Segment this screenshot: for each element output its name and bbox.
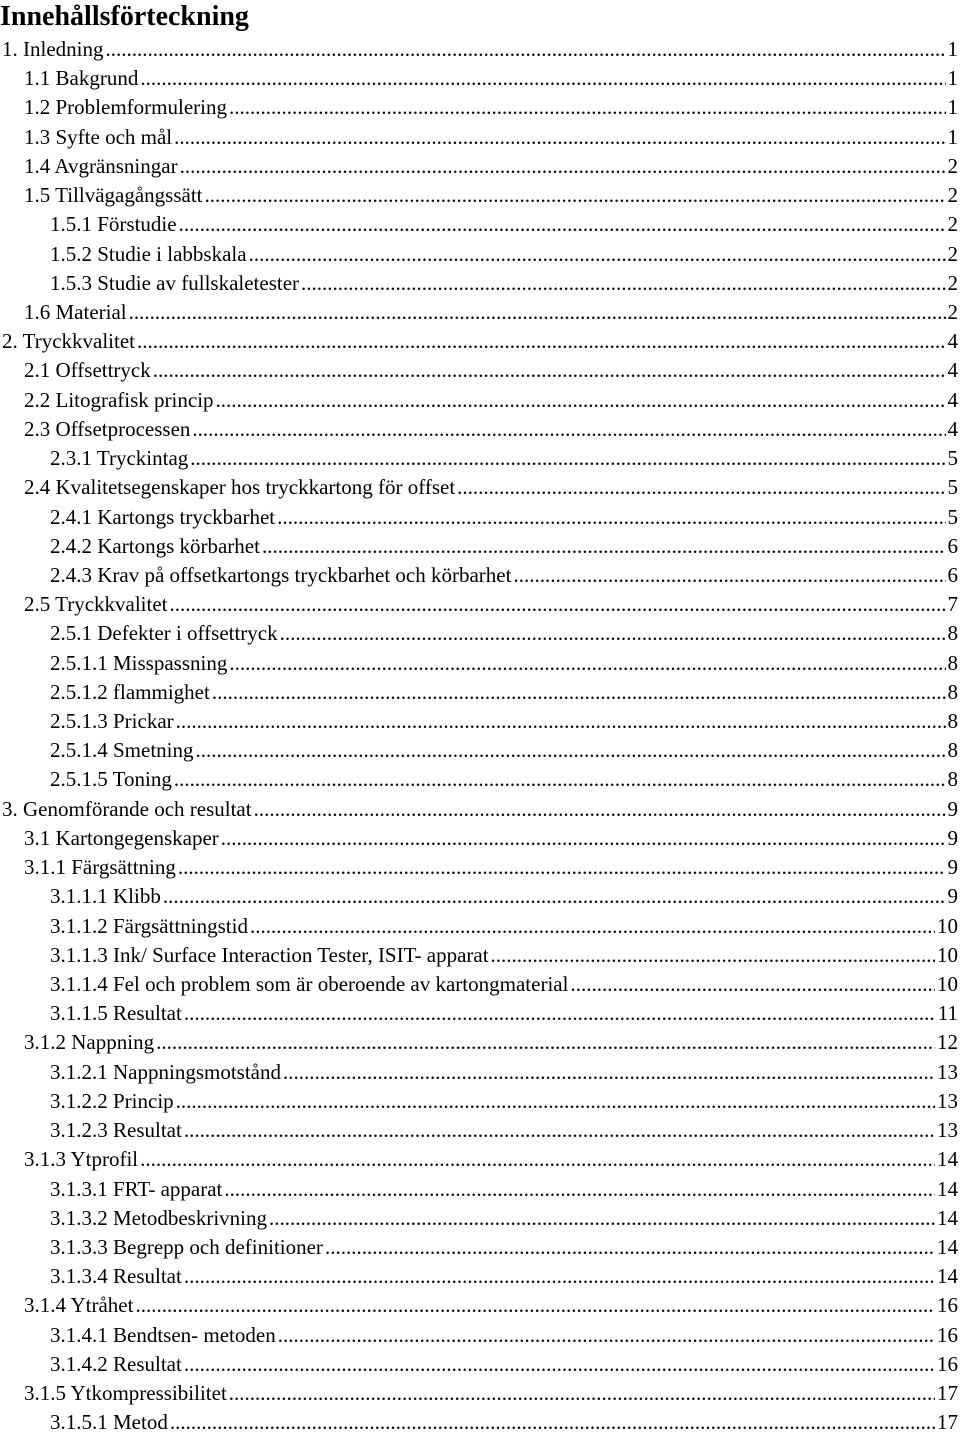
dot-leader [170, 590, 946, 619]
dot-leader [184, 1262, 935, 1291]
toc-entry[interactable] [0, 473, 960, 502]
toc-entry-page-number: 8 [947, 679, 958, 704]
toc-entry[interactable] [0, 736, 960, 765]
dot-leader [205, 181, 946, 210]
dot-leader [229, 649, 945, 678]
toc-entry[interactable] [0, 93, 960, 122]
dot-leader [277, 503, 945, 532]
dot-leader [184, 999, 936, 1028]
toc-entry[interactable] [0, 1262, 960, 1291]
dot-leader [192, 415, 945, 444]
toc-entry-page-number: 12 [937, 1030, 958, 1055]
toc-entry-page-number: 9 [947, 796, 958, 821]
toc-entry[interactable] [0, 298, 960, 327]
toc-entry[interactable] [0, 1291, 960, 1320]
toc-entry[interactable] [0, 795, 960, 824]
toc-entry-label: 3.1.4.2 Resultat [50, 1351, 182, 1376]
toc-entry-label: 2.3 Offsetprocessen [24, 416, 191, 441]
dot-leader [513, 561, 945, 590]
toc-entry-page-number: 2 [947, 270, 958, 295]
dot-leader [229, 93, 946, 122]
toc-entry[interactable] [0, 35, 960, 64]
page-title: Innehållsförteckning [0, 1, 249, 32]
toc-entry[interactable] [0, 123, 960, 152]
toc-entry-page-number: 14 [937, 1147, 958, 1172]
toc-entry-page-number: 2 [947, 241, 958, 266]
toc-entry-page-number: 13 [937, 1088, 958, 1113]
toc-entry-label: 3.1.1.2 Färgsättningstid [50, 913, 248, 938]
toc-entry-label: 1.6 Material [24, 299, 127, 324]
dot-leader [174, 765, 946, 794]
toc-entry-page-number: 5 [947, 475, 958, 500]
toc-entry[interactable] [0, 210, 960, 239]
toc-entry-page-number: 13 [937, 1059, 958, 1084]
toc-entry-page-number: 8 [947, 650, 958, 675]
dot-leader [184, 1350, 935, 1379]
toc-entry-label: 3. Genomförande och resultat [2, 796, 252, 821]
toc-entry-label: 2.4.1 Kartongs tryckbarhet [50, 504, 276, 529]
dot-leader [457, 473, 945, 502]
toc-entry[interactable] [0, 386, 960, 415]
toc-entry[interactable] [0, 561, 960, 590]
toc-entry-label: 2.1 Offsettryck [24, 358, 151, 383]
toc-entry-page-number: 14 [937, 1234, 958, 1259]
toc-entry-label: 3.1 Kartongegenskaper [24, 825, 219, 850]
toc-entry[interactable] [0, 707, 960, 736]
toc-entry[interactable] [0, 941, 960, 970]
toc-entry[interactable] [0, 64, 960, 93]
toc-entry-label: 1.3 Syfte och mål [24, 124, 173, 149]
dot-leader [156, 1028, 935, 1057]
toc-entry-label: 3.1.5.1 Metod [50, 1410, 168, 1435]
dot-leader [137, 327, 945, 356]
toc-entry[interactable] [0, 532, 960, 561]
toc-entry-page-number: 17 [937, 1410, 958, 1435]
dot-leader [153, 356, 946, 385]
toc-entry[interactable] [0, 765, 960, 794]
toc-entry-label: 1. Inledning [2, 37, 104, 61]
toc-entry[interactable] [0, 619, 960, 648]
toc-entry-label: 1.5.2 Studie i labbskala [50, 241, 247, 266]
dot-leader [135, 1291, 935, 1320]
toc-entry-page-number: 6 [947, 533, 958, 558]
toc-entry[interactable] [0, 356, 960, 385]
toc-entry[interactable] [0, 1233, 960, 1262]
toc-entry-page-number: 11 [937, 1001, 958, 1026]
toc-entry-label: 3.1.3.4 Resultat [50, 1264, 182, 1289]
toc-entry-page-number: 16 [937, 1351, 958, 1376]
toc-entry-label: 3.1.1.1 Klibb [50, 884, 161, 909]
toc-entry-page-number: 9 [947, 825, 958, 850]
dot-leader [216, 386, 946, 415]
toc-entry[interactable] [0, 1350, 960, 1379]
dot-leader [190, 444, 945, 473]
toc-entry-label: 2.4.3 Krav på offsetkartongs tryckbarhet och körbarhet [50, 562, 512, 587]
dot-leader [176, 1087, 935, 1116]
toc-entry-label: 2.5 Tryckkvalitet [24, 592, 168, 617]
toc-entry[interactable] [0, 882, 960, 911]
toc-entry-page-number: 4 [947, 358, 958, 383]
toc-entry-page-number: 8 [947, 709, 958, 734]
dot-leader [184, 1116, 935, 1145]
toc-entry-page-number: 14 [937, 1264, 958, 1289]
toc-entry-page-number: 5 [947, 446, 958, 471]
dot-leader [229, 1379, 935, 1408]
toc-entry[interactable] [0, 181, 960, 210]
toc-entry-page-number: 1 [947, 124, 958, 149]
dot-leader [250, 912, 935, 941]
toc-entry-label: 1.4 Avgränsningar [24, 153, 178, 178]
dot-leader [283, 1058, 935, 1087]
toc-entry-label: 3.1.2.3 Resultat [50, 1118, 182, 1143]
toc-entry-label: 3.1.4.1 Bendtsen- metoden [50, 1322, 276, 1347]
toc-entry-label: 3.1.2.1 Nappningsmotstånd [50, 1059, 281, 1084]
toc-entry-label: 3.1.4 Ytråhet [24, 1293, 134, 1318]
toc-entry[interactable] [0, 1379, 960, 1408]
toc-entry[interactable] [0, 1116, 960, 1145]
dot-leader [196, 736, 946, 765]
toc-entry-label: 3.1.2.2 Princip [50, 1088, 174, 1113]
toc-entry-page-number: 1 [947, 95, 958, 120]
toc-entry-label: 1.2 Problemformulering [24, 95, 227, 120]
toc-entry-label: 3.1.3.3 Begrepp och definitioner [50, 1234, 323, 1259]
toc-entry[interactable] [0, 327, 960, 356]
dot-leader [176, 707, 946, 736]
dot-leader [140, 1145, 935, 1174]
toc-entry-label: 3.1.1.4 Fel och problem som är oberoende av kartongmaterial [50, 972, 569, 996]
toc-entry-page-number: 4 [947, 416, 958, 441]
toc-entry-label: 2.2 Litografisk princip [24, 387, 214, 412]
dot-leader [570, 970, 935, 999]
toc-entry-label: 2.5.1.1 Misspassning [50, 650, 228, 675]
toc-entry[interactable] [0, 240, 960, 269]
dot-leader [129, 298, 946, 327]
toc-entry-page-number: 8 [947, 621, 958, 646]
dot-leader [224, 1175, 935, 1204]
toc-entry-label: 2.5.1.2 flammighet [50, 679, 210, 704]
toc-entry-label: 1.1 Bakgrund [24, 66, 139, 91]
toc-entry[interactable] [0, 853, 960, 882]
toc-entry[interactable] [0, 269, 960, 298]
toc-entry[interactable] [0, 1087, 960, 1116]
toc-entry-label: 3.1.5 Ytkompressibilitet [24, 1381, 227, 1406]
toc-entry[interactable] [0, 152, 960, 181]
toc-entry[interactable] [0, 912, 960, 941]
toc-entry-label: 1.5.3 Studie av fullskaletester [50, 270, 300, 295]
toc-entry[interactable] [0, 824, 960, 853]
toc-entry-label: 2.4 Kvalitetsegenskaper hos tryckkartong för offset [24, 475, 456, 500]
toc-entry[interactable] [0, 503, 960, 532]
toc-entry-label: 2.3.1 Tryckintag [50, 446, 189, 471]
dot-leader [325, 1233, 935, 1262]
toc-entry-page-number: 6 [947, 562, 958, 587]
dot-leader [105, 35, 945, 64]
toc-entry-page-number: 2 [947, 153, 958, 178]
toc-entry[interactable] [0, 1145, 960, 1174]
dot-leader [170, 1408, 935, 1437]
toc-entry[interactable] [0, 1028, 960, 1057]
toc-entry[interactable] [0, 1204, 960, 1233]
toc-entry-label: 1.5.1 Förstudie [50, 212, 177, 237]
dot-leader [179, 210, 946, 239]
toc-entry-page-number: 10 [937, 913, 958, 938]
dot-leader [491, 941, 935, 970]
toc-entry-page-number: 14 [937, 1176, 958, 1201]
toc-entry-label: 3.1.1 Färgsättning [24, 855, 176, 880]
dot-leader [262, 532, 946, 561]
toc-entry-label: 2.5.1.3 Prickar [50, 709, 174, 734]
toc-entry-page-number: 2 [947, 183, 958, 208]
toc-entry-page-number: 1 [947, 37, 958, 61]
dot-leader [180, 152, 946, 181]
toc-entry-page-number: 4 [947, 329, 958, 354]
toc-entry-page-number: 4 [947, 387, 958, 412]
dot-leader [212, 678, 946, 707]
toc-entry[interactable] [0, 1408, 960, 1437]
toc-entry[interactable] [0, 678, 960, 707]
toc-entry-page-number: 10 [937, 972, 958, 996]
toc-entry[interactable] [0, 1058, 960, 1087]
toc-entry-label: 3.1.3.2 Metodbeskrivning [50, 1205, 267, 1230]
toc-entry-page-number: 8 [947, 767, 958, 792]
dot-leader [174, 123, 945, 152]
toc-entry-page-number: 5 [947, 504, 958, 529]
toc-entry-page-number: 1 [947, 66, 958, 91]
toc-entry-page-number: 17 [937, 1381, 958, 1406]
toc-entry[interactable] [0, 999, 960, 1028]
toc-entry-page-number: 10 [937, 942, 958, 967]
toc-entry-page-number: 16 [937, 1293, 958, 1318]
dot-leader [254, 795, 946, 824]
dot-leader [178, 853, 946, 882]
toc-entry-label: 2.5.1.4 Smetning [50, 738, 194, 763]
toc-list [0, 35, 960, 1438]
toc-entry[interactable] [0, 415, 960, 444]
toc-entry-page-number: 9 [947, 884, 958, 909]
toc-entry[interactable] [0, 1321, 960, 1350]
toc-entry-label: 3.1.2 Nappning [24, 1030, 155, 1055]
dot-leader [278, 1321, 935, 1350]
toc-entry-label: 3.1.1.3 Ink/ Surface Interaction Tester, ISIT- apparat [50, 942, 489, 967]
toc-entry-page-number: 2 [947, 299, 958, 324]
dot-leader [280, 619, 946, 648]
toc-entry[interactable] [0, 970, 960, 999]
toc-entry-page-number: 13 [937, 1118, 958, 1143]
dot-leader [163, 882, 946, 911]
toc-entry-label: 2.5.1.5 Toning [50, 767, 172, 792]
toc-entry[interactable] [0, 590, 960, 619]
toc-entry-label: 2. Tryckkvalitet [2, 329, 136, 354]
toc-entry-label: 1.5 Tillvägagångssätt [24, 183, 203, 208]
dot-leader [221, 824, 946, 853]
toc-entry[interactable] [0, 444, 960, 473]
dot-leader [269, 1204, 935, 1233]
dot-leader [301, 269, 945, 298]
toc-entry-page-number: 14 [937, 1205, 958, 1230]
toc-entry[interactable] [0, 1175, 960, 1204]
toc-entry-label: 3.1.1.5 Resultat [50, 1001, 182, 1026]
dot-leader [249, 240, 946, 269]
toc-entry-label: 2.5.1 Defekter i offsettryck [50, 621, 278, 646]
toc-entry-page-number: 16 [937, 1322, 958, 1347]
toc-entry-page-number: 9 [947, 855, 958, 880]
toc-entry-label: 3.1.3 Ytprofil [24, 1147, 139, 1172]
toc-entry-label: 2.4.2 Kartongs körbarhet [50, 533, 260, 558]
toc-entry-page-number: 7 [947, 592, 958, 617]
toc-entry-label: 3.1.3.1 FRT- apparat [50, 1176, 223, 1201]
dot-leader [140, 64, 945, 93]
toc-entry-page-number: 2 [947, 212, 958, 237]
toc-entry-page-number: 8 [947, 738, 958, 763]
toc-entry[interactable] [0, 649, 960, 678]
